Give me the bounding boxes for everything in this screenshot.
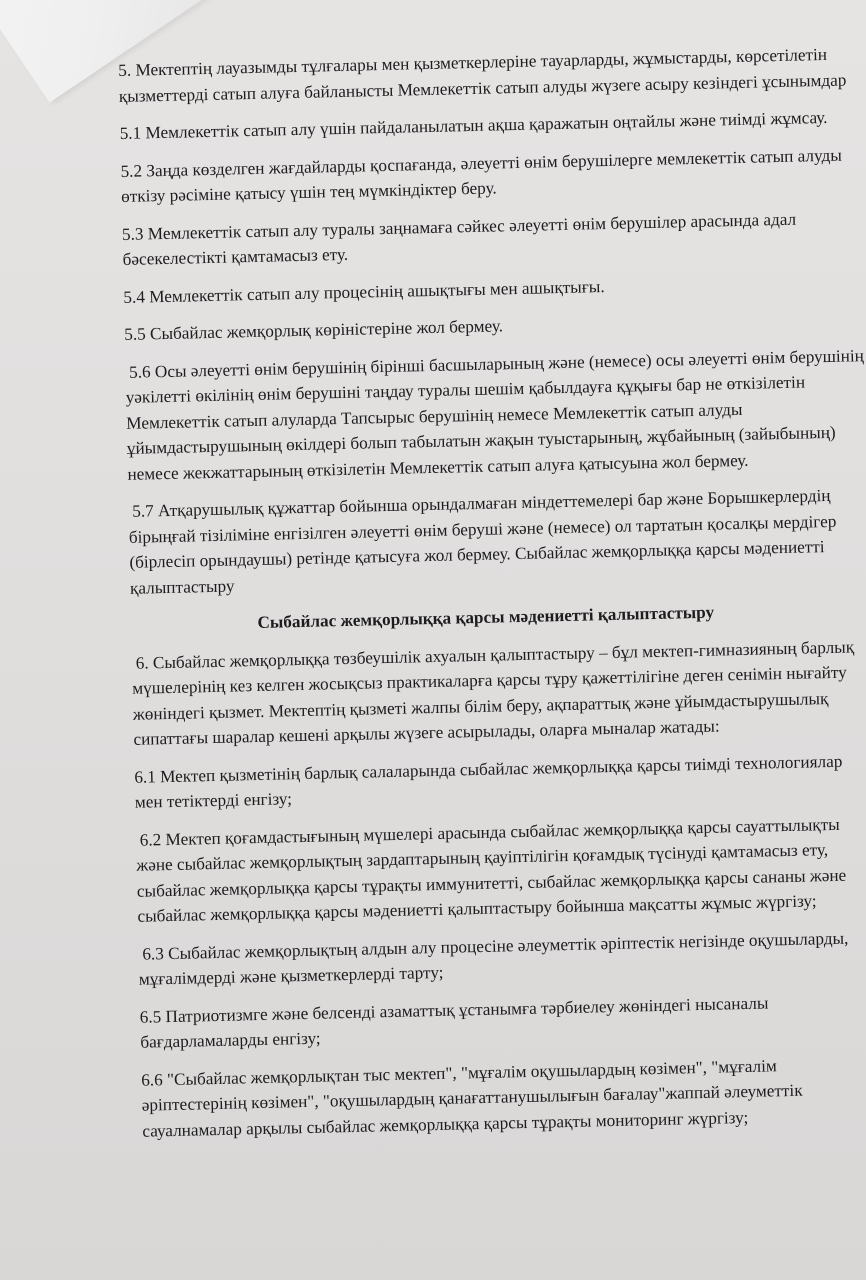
paragraph-5-3: 5.3 Мемлекеттік сатып алу туралы заңнамаға сәйкес әлеуетті өнім берушілер арасында адал бәсекелестікті қамтамасыз ету. [121, 209, 797, 269]
paragraph-6-1: 6.1 Мектеп қызметінің барлық салаларында сыбайлас жемқорлыққа қарсы тиімді технологиялар мен тетіктерді енгізу; [134, 751, 843, 812]
paragraph-6-3: 6.3 Сыбайлас жемқорлықтың алдын алу процесіне әлеуметтік әріптестік негізінде оқушыларды, мұғалімдерді және қызметкерлерді тарту; [138, 928, 849, 989]
paragraph-6-6: 6.6 "Сыбайлас жемқорлықтан тыс мектеп", "мұғалім оқушылардың көзімен", "мұғалім әріптестерінің көзімен", "оқушылардың қанағаттанушылығын бағалау"жаппай әлеуметтік сауалнамалар арқылы сыбайлас жемқорлыққа қарсы тұрақты мониторинг жүргізу; [140, 1055, 803, 1141]
paragraph-5-2: 5.2 Заңда көзделген жағдайларды қоспағанда, әлеуетті өнім берушілерге мемлекеттік сатып алуды өткізу рәсіміне қатысу үшін тең мүмкіндіктер беру. [120, 145, 842, 206]
paragraph-5-4: 5.4 Мемлекеттік сатып алу процесінің ашықтығы мен ашықтығы. [123, 276, 605, 307]
section-heading: Сыбайлас жемқорлыққа қарсы мәдениетті қалыптастыру [257, 602, 715, 632]
paragraph-5-7: 5.7 Атқарушылық құжаттар бойынша орындалмаған міндеттемелері бар және Борышкерлердің бірыңғай тізіліміне енгізілген әлеуетті өнім беруші және (немесе) ол тартатын қосалқы мердігер (бірлесіп орындаушы) ретінде қатысуға жол бермеу. Сыбайлас жемқорлыққа қарсы мәдениетті қалыптастыру [128, 485, 837, 598]
paragraph-5-1: 5.1 Мемлекеттік сатып алу үшін пайдаланылатын ақша қаражатын оңтайлы және тиімді жұмсау. [119, 107, 828, 143]
paragraph-6: 6. Сыбайлас жемқорлыққа төзбеушілік ахуалын қалыптастыру – бұл мектеп-гимназияның барлық мүшелерінің кез келген жосықсыз практикаларға қарсы тұру қажеттілігіне деген сенімін нығайту жөніндегі қызмет. Мектептің қызметі жалпы білім беру, ақпараттық және ұйымдастырушылық сипаттағы шаралар кешені арқылы жүзеге асырылады, оларға мыналар жатады: [132, 636, 855, 749]
paragraph-5-6: 5.6 Осы әлеуетті өнім берушінің бірінші басшыларының және (немесе) осы әлеуетті өнім берушінің уәкілетті өкілінің өнім берушіні таңдау туралы шешім қабылдауға құқығы бар не өткізілетін Мемлекеттік сатып алуларда Тапсырыс берушінің немесе Мемлекеттік сатып алуды ұйымдастырушының өкілдері болып табылатын жақын туыстарының, жұбайының (зайыбының) немесе жекжаттарының өткізілетін Мемлекеттік сатып алуға қатысуына жол бермеу. [125, 345, 865, 484]
paragraph-6-5: 6.5 Патриотизмге және белсенді азаматтық ұстанымға тәрбиелеу жөніндегі нысаналы бағдарламаларды енгізу; [139, 992, 769, 1052]
paragraph-5-5: 5.5 Сыбайлас жемқорлық көріністеріне жол бермеу. [124, 316, 504, 344]
document-text [118, 41, 866, 1156]
paragraph-6-2: 6.2 Мектеп қоғамдастығының мүшелері арасында сыбайлас жемқорлыққа қарсы сауаттылықты және сыбайлас жемқорлықтың зардаптарының қауіптілігін қоғамдық түсінуді қамтамасыз ету, сыбайлас жемқорлыққа қарсы тұрақты иммунитетті, сыбайлас жемқорлыққа қарсы сананы және сыбайлас жемқорлыққа қарсы мәдениетті қалыптастыру бойынша мақсатты жұмыс жүргізу; [136, 814, 847, 926]
paragraph-5: 5. Мектептің лауазымды тұлғалары мен қызметкерлеріне тауарларды, жұмыстарды, көрсетілетін қызметтерді сатып алуға байланысты Мемлекеттік сатып алуды жүзеге асыру кезіндегі ұсынымдар [118, 44, 847, 106]
